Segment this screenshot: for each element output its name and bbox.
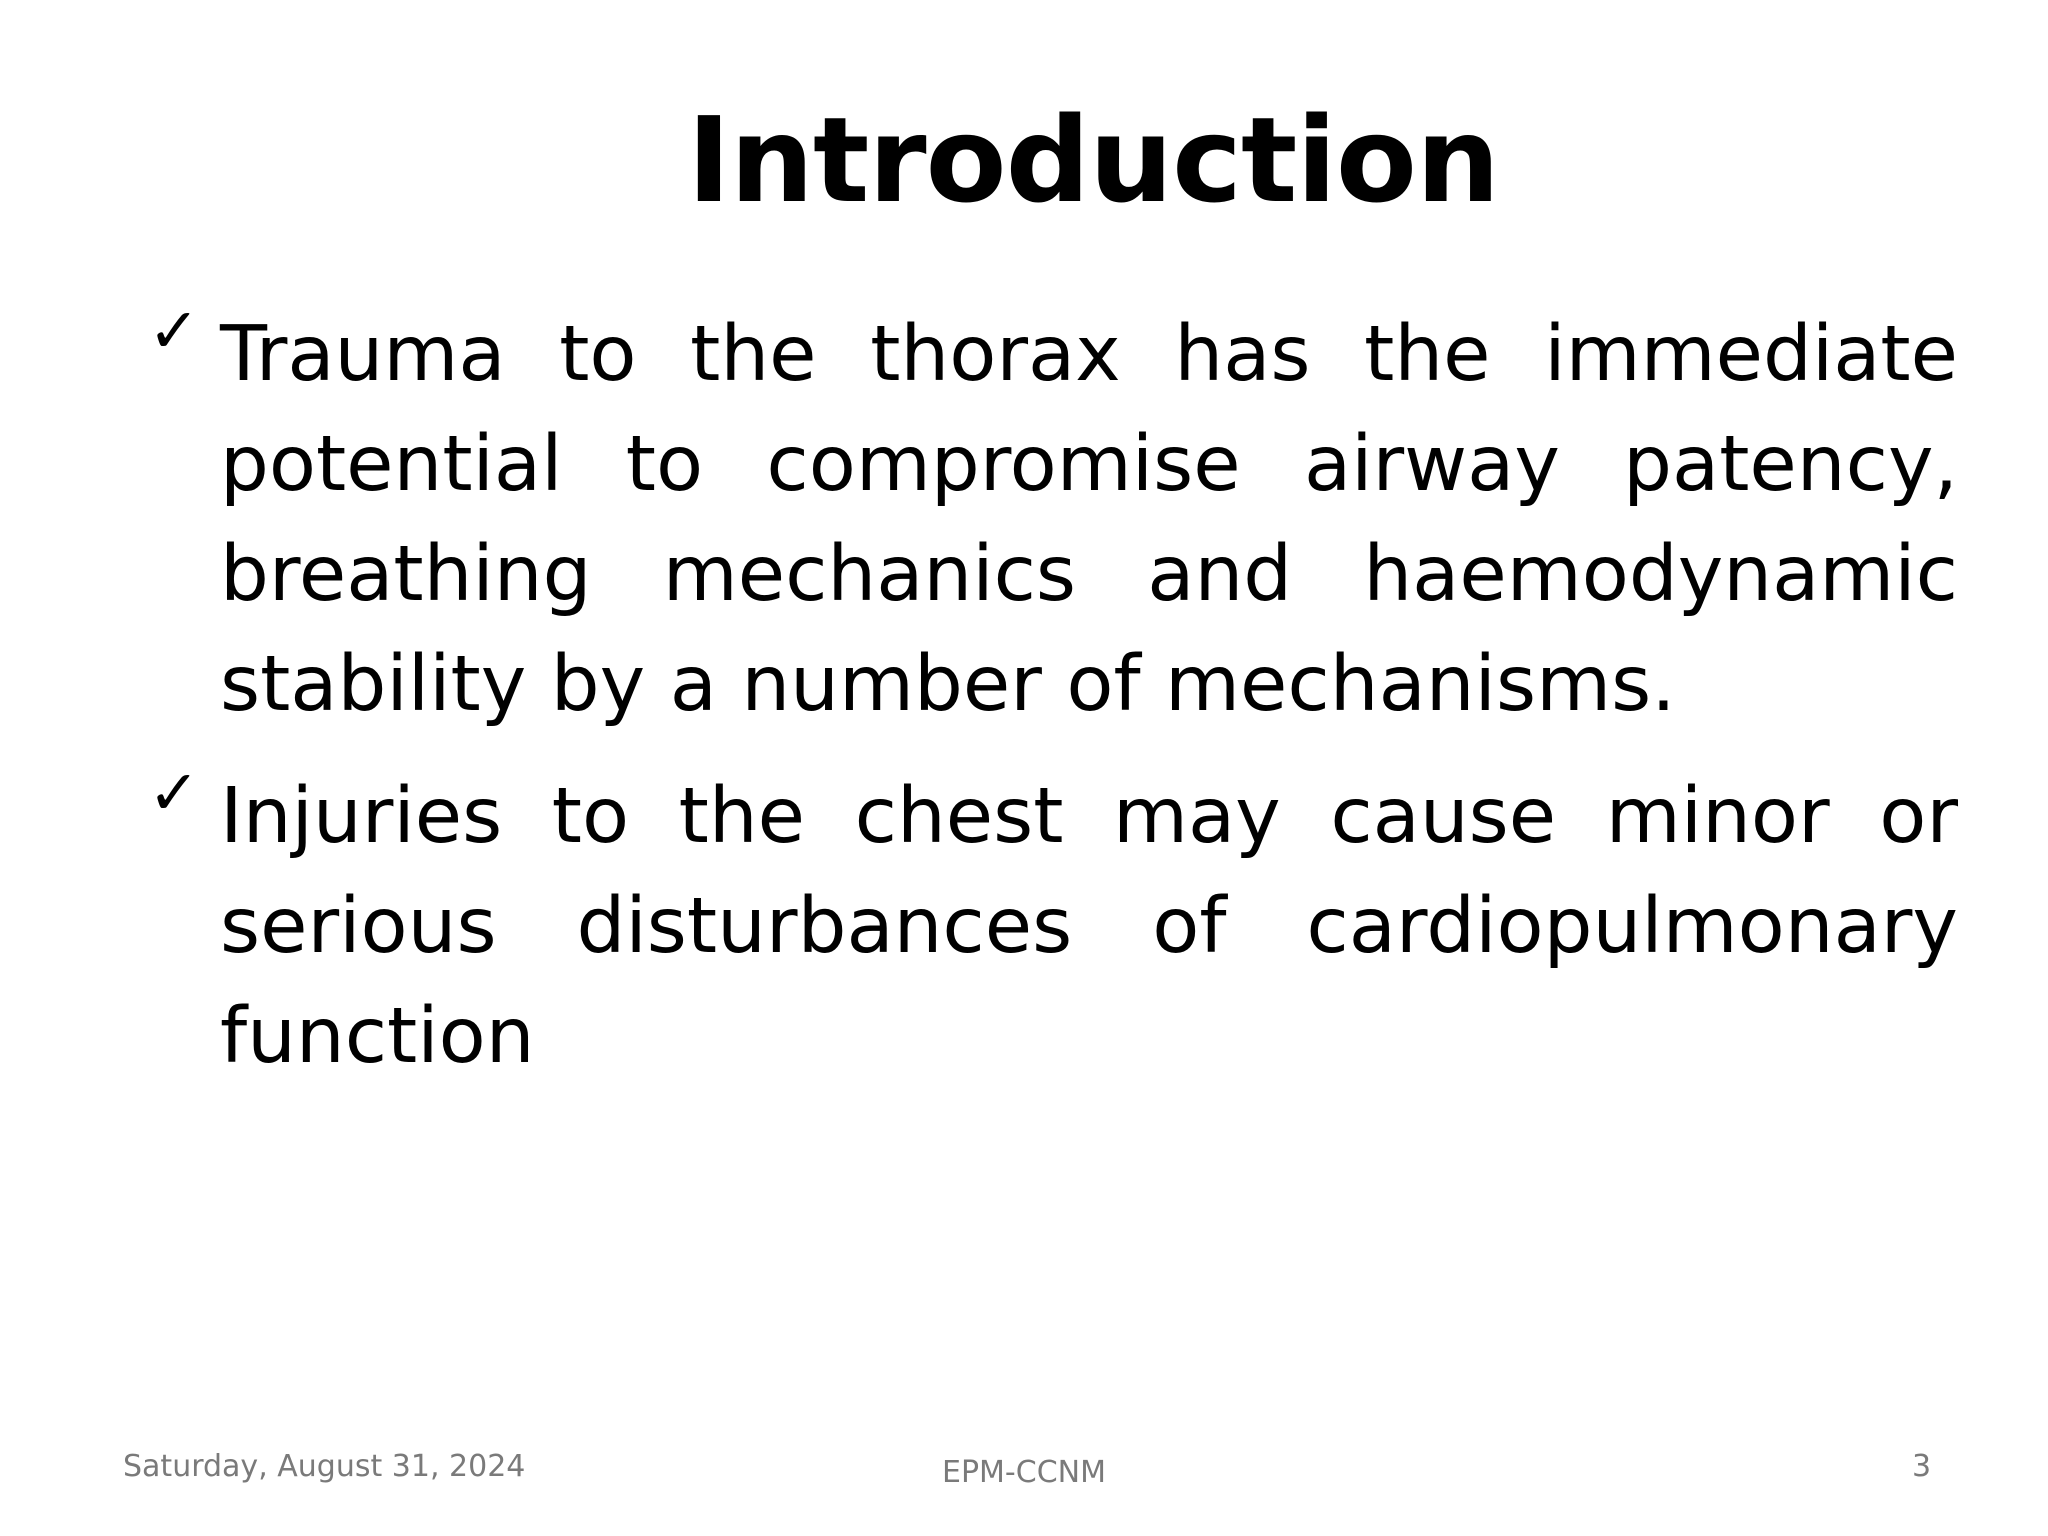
footer-date: Saturday, August 31, 2024 <box>123 1449 526 1484</box>
bullet-text: Trauma to the thorax has the immediate potential to compromise airway patency, breathing mechanics and haemodynamic stability by a number of mechanisms. <box>220 310 1958 729</box>
bullet-list <box>140 294 1958 1114</box>
check-mark-icon: ✓ <box>148 756 200 829</box>
bullet-text: Injuries to the chest may cause minor or serious disturbances of cardiopulmonary function <box>220 772 1958 1081</box>
page-number: 3 <box>1912 1449 1932 1484</box>
bullet-item <box>140 756 1958 1092</box>
footer-label: EPM-CCNM <box>942 1455 1106 1490</box>
bullet-item <box>140 294 1958 740</box>
check-mark-icon: ✓ <box>148 294 200 367</box>
slide-title: Introduction <box>687 91 1499 229</box>
